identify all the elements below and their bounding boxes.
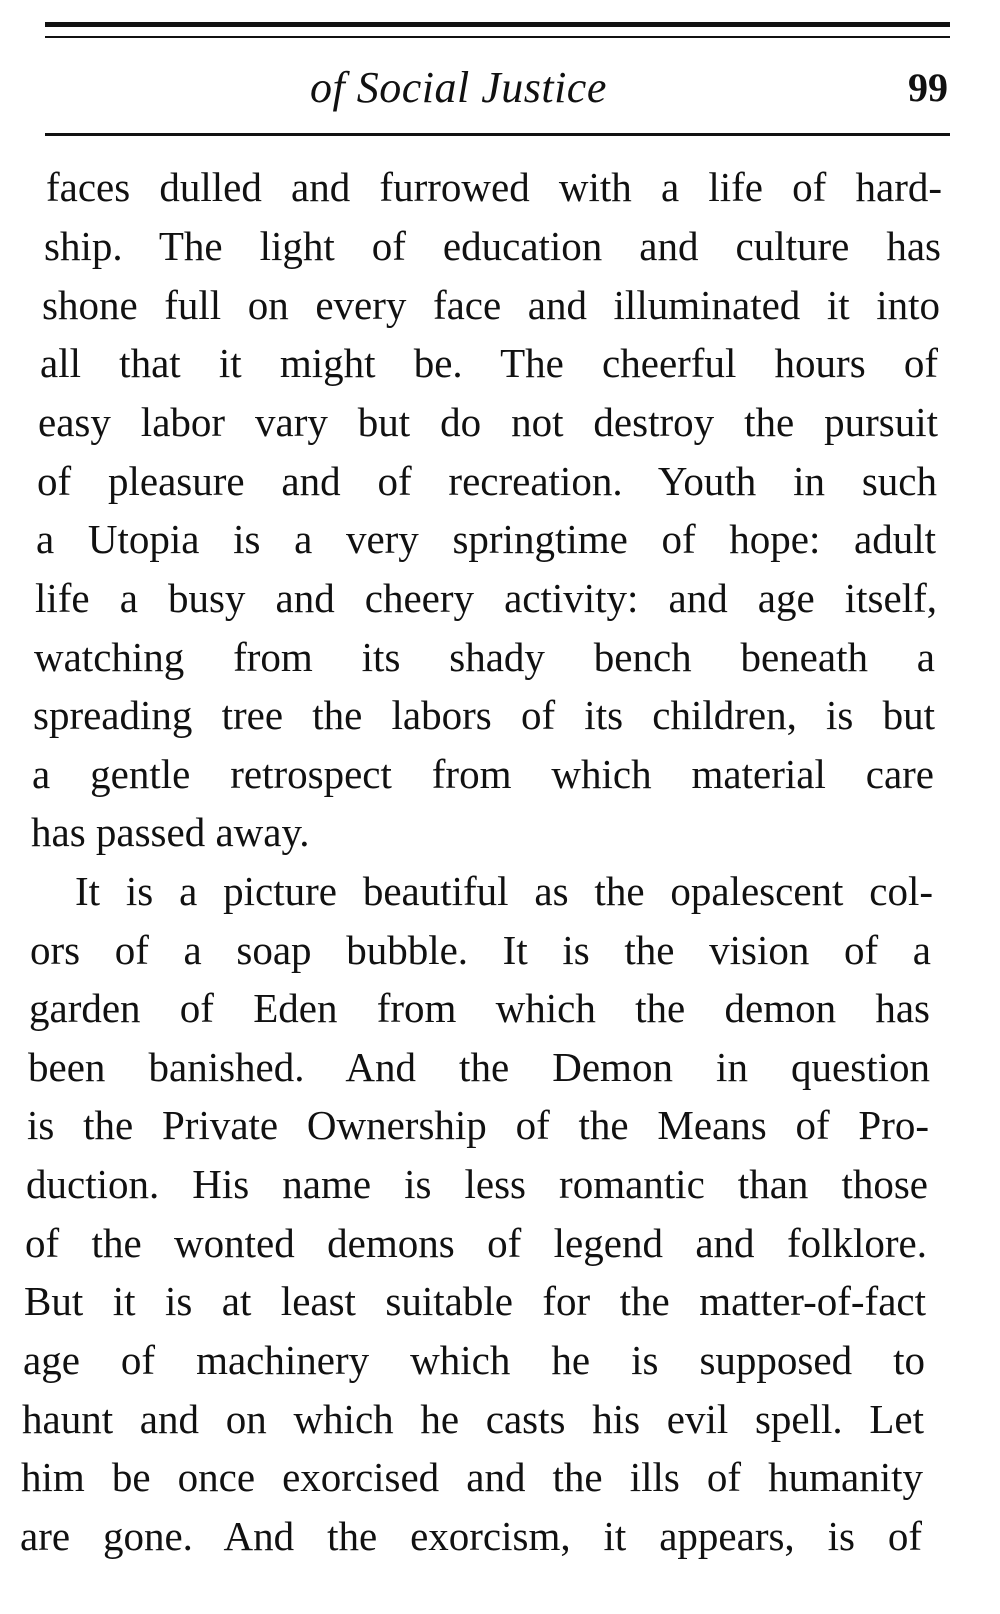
text-line: him be once exorcised and the ills of humanity bbox=[21, 1457, 923, 1500]
text-line: a gentle retrospect from which material care bbox=[32, 754, 934, 797]
text-line: But it is at least suitable for the matter-of-fact bbox=[24, 1281, 926, 1324]
text-line: a Utopia is a very springtime of hope: adult bbox=[36, 519, 936, 562]
text-line: has passed away. bbox=[31, 812, 310, 855]
text-line: watching from its shady bench beneath a bbox=[34, 637, 935, 680]
text-line: faces dulled and furrowed with a life of hard- bbox=[46, 167, 942, 210]
text-line: of the wonted demons of legend and folklore. bbox=[25, 1223, 927, 1266]
text-line: shone full on every face and illuminated it into bbox=[42, 285, 940, 328]
text-line: It is a picture beautiful as the opalescent col- bbox=[75, 871, 933, 914]
text-line: ship. The light of education and culture has bbox=[44, 226, 941, 269]
text-line: is the Private Ownership of the Means of Pro- bbox=[27, 1105, 929, 1148]
text-line: life a busy and cheery activity: and age itself, bbox=[35, 578, 937, 621]
text-line: duction. His name is less romantic than those bbox=[26, 1164, 928, 1207]
top-rule-thick bbox=[45, 22, 950, 27]
page-number: 99 bbox=[908, 65, 948, 110]
text-line: age of machinery which he is supposed to bbox=[23, 1340, 925, 1383]
text-line: all that it might be. The cheerful hours of bbox=[40, 343, 938, 386]
text-line: been banished. And the Demon in question bbox=[28, 1047, 930, 1090]
header-rule bbox=[45, 133, 950, 136]
top-rule-thin bbox=[45, 36, 950, 38]
text-line: spreading tree the labors of its children, is but bbox=[33, 695, 935, 738]
text-line: garden of Eden from which the demon has bbox=[29, 988, 930, 1031]
text-line: easy labor vary but do not destroy the pursuit bbox=[38, 402, 938, 445]
text-line: ors of a soap bubble. It is the vision of a bbox=[30, 930, 931, 973]
text-line: are gone. And the exorcism, it appears, is of bbox=[20, 1516, 922, 1559]
text-line: haunt and on which he casts his evil spell. Let bbox=[22, 1399, 924, 1442]
text-line: of pleasure and of recreation. Youth in such bbox=[37, 461, 937, 504]
running-head-title: of Social Justice bbox=[310, 63, 607, 112]
